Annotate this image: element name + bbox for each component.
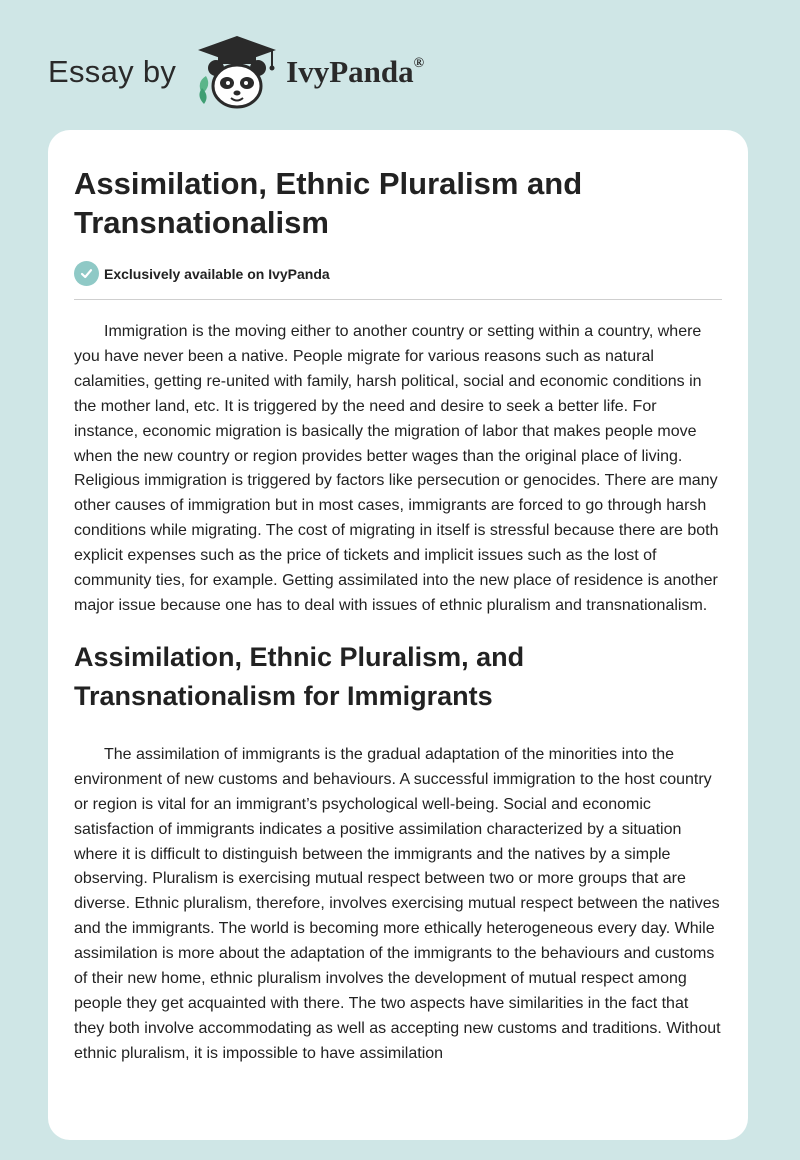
check-icon: [74, 261, 99, 286]
page-title: Assimilation, Ethnic Pluralism and Transnationalism: [74, 166, 583, 240]
paragraph-intro: Immigration is the moving either to another country or setting within a country, where you have never been a native. People migrate for various reasons such as natural calamities, getting re-united with family, harsh political, social and economic conditions in the mother land, etc. It is triggered by the need and desire to seek a better life. For instance, economic migration is basically the migration of labor that makes people move when the new country or region provides better wages than the original place of living. Religious immigration is triggered by factors like persecution or genocides. There are many other causes of immigration but in most cases, immigrants are forced to go through harsh conditions while migrating. The cost of migrating in itself is stressful because there are both explicit expenses such as the price of tickets and implicit issues such as the lost of community ties, for example. Getting assimilated into the new place of residence is another major issue because one has to deal with issues of ethnic pluralism and transnationalism.: [74, 323, 719, 614]
essay-card: [48, 130, 748, 1140]
site-header: [48, 34, 424, 110]
brand-text: IvyPanda: [286, 54, 414, 89]
section-heading: Assimilation, Ethnic Pluralism, and Transnationalism for Immigrants: [74, 641, 525, 711]
brand-name[interactable]: [286, 54, 424, 90]
exclusive-badge: [74, 261, 722, 300]
registered-mark: ®: [413, 56, 425, 71]
paragraph-assimilation: The assimilation of immigrants is the gradual adaptation of the minorities into the environment of new customs and behaviours. A successful immigration to the host country or region is vital for an immigrant’s psychological well-being. Social and economic satisfaction of immigrants indicates a positive assimilation characterized by a situation where it is difficult to distinguish between the immigrants and the natives by a simple observing. Pluralism is exercising mutual respect between two or more groups that are diverse. Ethnic pluralism, therefore, involves exercising mutual respect between the natives and the immigrants. The world is becoming more ethically heterogeneous every day. While assimilation is more about the adaptation of the immigrants to the behaviours and customs of their new home, ethnic pluralism involves the development of mutual respect among people they get acquainted with there. The two aspects have similarities in the fact that they both involve accommodating as well as accepting new customs and traditions. Without ethnic pluralism, it is impossible to have assimilation: [74, 745, 721, 1062]
panda-graduate-icon[interactable]: [194, 34, 280, 110]
essay-by-label: Essay by: [48, 54, 177, 89]
exclusive-label: Exclusively available on IvyPanda: [104, 265, 330, 282]
